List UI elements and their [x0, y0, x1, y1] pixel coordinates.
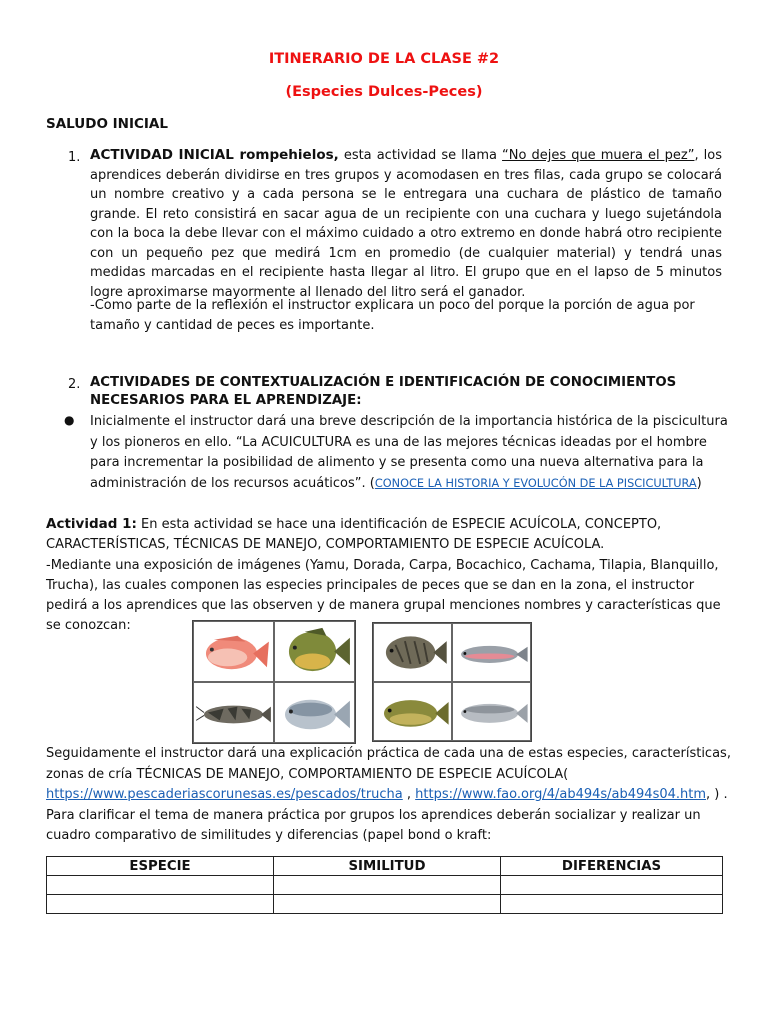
section-1-number: 1. — [68, 150, 81, 165]
bullet-icon: ● — [64, 413, 75, 427]
fish-image-grid-left — [192, 620, 356, 744]
fish-image-grid-right — [372, 622, 532, 742]
fish-image-catfish — [193, 682, 274, 743]
section-1-quote: “No dejes que muera el pez” — [502, 148, 695, 163]
header-similitud: SIMILITUD — [274, 857, 501, 876]
table-cell[interactable] — [501, 876, 723, 895]
header-diferencias: DIFERENCIAS — [501, 857, 723, 876]
followup-paragraph — [46, 744, 736, 847]
section-1-body: , los aprendices deberán dividirse en tres grupos y acomodasen en tres filas, cada grupo se colocará un nombre creativo y a cada persona se le entregara una cuchara de plástico de tamaño grande. El reto consistirá en sacar agua de un recipiente con una cuchara y luego sujetándola con la boca la debe llevar con el máximo cuidado a otro extremo en donde habrá otro recipiente con un pequeño pez que medirá 1cm en promedio (de cualquier material) y tendrá unas medidas marcadas en el recipiente hasta llegar al litro. El grupo que en el lapso de 5 minutos logre aproximarse mayormente al llenado del litro será el ganador. — [90, 148, 722, 300]
section-2-bullet-text: Inicialmente el instructor dará una breve descripción de la importancia histórica de la piscicultura y los pioneros en ello. “La ACUICULTURA es una de las mejores técnicas ideadas por el hombre para incrementar la posibilidad de alimento y se presenta como una nueva alternativa para la administración de los recursos acuáticos”. ( — [90, 414, 728, 491]
followup-tail: , ) . — [706, 787, 728, 802]
section-1-lead: ACTIVIDAD INICIAL rompehielos, — [90, 147, 339, 163]
table-row — [47, 895, 723, 914]
table-cell[interactable] — [501, 895, 723, 914]
fish-image-bocachico — [274, 682, 355, 743]
activity-1-text-2: -Mediante una exposición de imágenes (Yamu, Dorada, Carpa, Bocachico, Cachama, Tilapia, Blanquillo, Trucha), las cuales componen las especies principales de peces que se dan en la zona, el instructor pedirá a los aprendices que las observen y de manera grupal menciones nombres y características que se conozcan: — [46, 557, 721, 634]
section-1-paragraph — [90, 146, 722, 302]
fish-image-tilapia — [373, 623, 452, 682]
section-2-closing: ) — [696, 475, 702, 491]
fish-image-cachama — [274, 621, 355, 682]
page-subtitle: (Especies Dulces-Peces) — [285, 84, 483, 100]
section-2-bullet — [90, 412, 730, 494]
fish-image-blanquillo — [452, 682, 531, 741]
section-2-heading: ACTIVIDADES DE CONTEXTUALIZACIÓN E IDENTIFICACIÓN DE CONOCIMIENTOS NECESARIOS PARA EL APRENDIZAJE: — [90, 375, 677, 408]
table-cell[interactable] — [274, 895, 501, 914]
followup-text-2: Para clarificar el tema de manera práctica por grupos los aprendices deberán socializar y realizar un cuadro comparativo de similitudes y diferencias (papel bond o kraft: — [46, 807, 701, 843]
fish-image-red-tilapia — [193, 621, 274, 682]
fish-image-trout — [452, 623, 531, 682]
section-1-pre-quote: esta actividad se llama — [338, 148, 503, 163]
trucha-link[interactable]: https://www.pescaderiascorunesas.es/pescados/trucha — [46, 787, 403, 802]
table-header-row — [47, 857, 723, 876]
followup-text-1: Seguidamente el instructor dará una explicación práctica de cada una de estas especies, características, zonas de cría TÉCNICAS DE MANEJO, COMPORTAMIENTO DE ESPECIE ACUÍCOLA( — [46, 746, 731, 782]
page-title: ITINERARIO DE LA CLASE #2 — [268, 51, 500, 67]
fish-image-carp — [373, 682, 452, 741]
header-especie: ESPECIE — [47, 857, 274, 876]
table-cell[interactable] — [274, 876, 501, 895]
activity-1-label: Actividad 1: — [46, 516, 137, 532]
fao-link[interactable]: https://www.fao.org/4/ab494s/ab494s04.htm — [415, 787, 707, 802]
greeting-heading: SALUDO INICIAL — [46, 116, 168, 132]
section-1-reflection: -Como parte de la reflexión el instructor explicara un poco del porque la porción de agua por tamaño y cantidad de peces es importante. — [90, 298, 695, 333]
history-link[interactable]: CONOCE LA HISTORIA Y EVOLUCÓN DE LA PISCICULTURA — [374, 476, 697, 490]
link-separator: , — [402, 787, 416, 802]
table-cell[interactable] — [47, 876, 274, 895]
section-2-number: 2. — [68, 377, 81, 392]
activity-1-text-1: En esta actividad se hace una identificación de ESPECIE ACUÍCOLA, CONCEPTO, CARACTERÍSTICAS, TÉCNICAS DE MANEJO, COMPORTAMIENTO DE ESPECIE ACUÍCOLA. — [46, 517, 662, 553]
activity-1 — [46, 514, 726, 637]
table-cell[interactable] — [47, 895, 274, 914]
table-row — [47, 876, 723, 895]
comparison-table — [46, 856, 723, 914]
